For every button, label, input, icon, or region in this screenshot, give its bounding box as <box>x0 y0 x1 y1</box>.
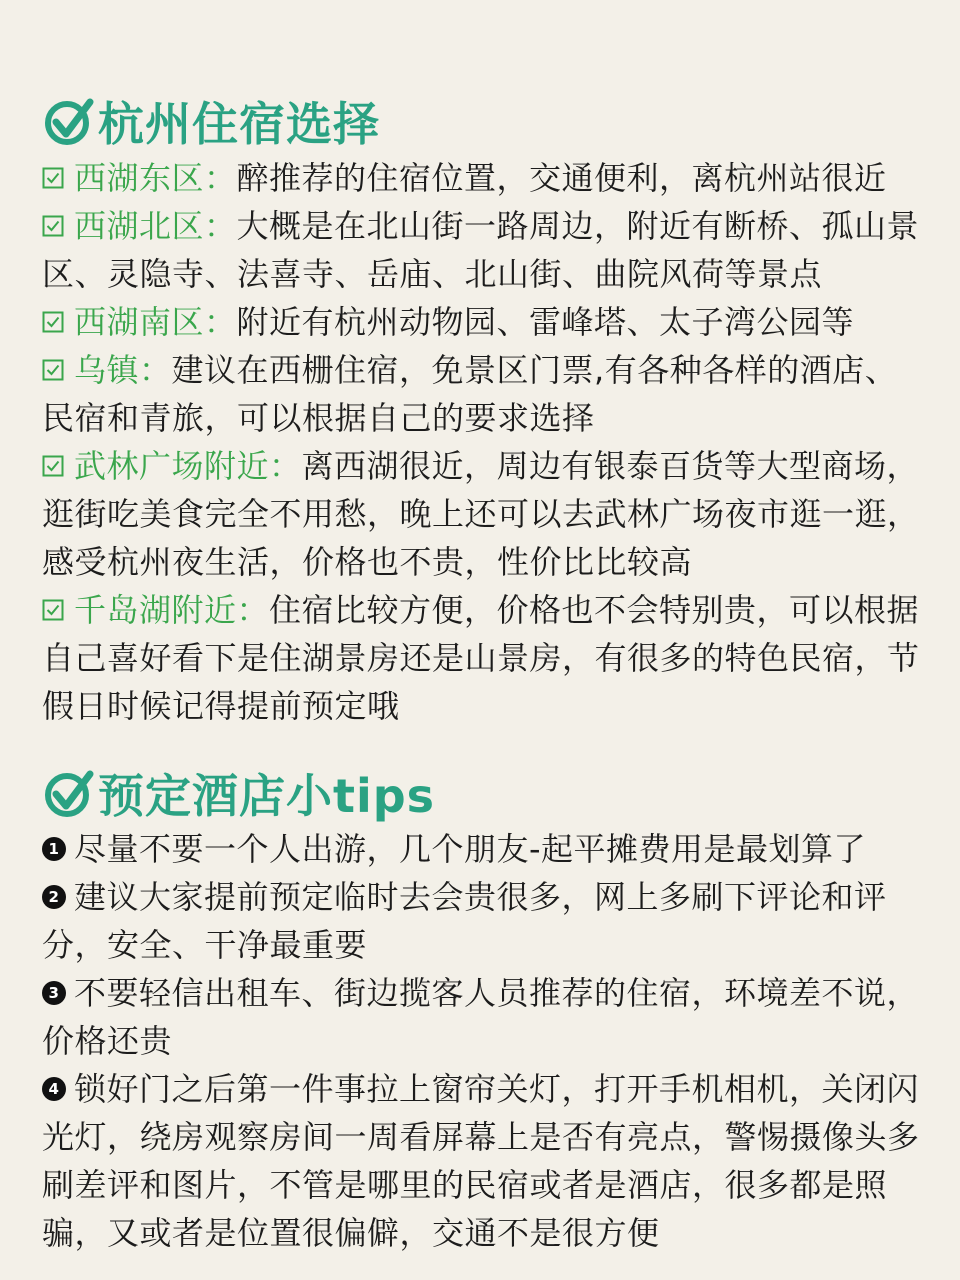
text-line <box>42 538 942 586</box>
item-label: 武林广场附近： <box>74 447 302 485</box>
item-text: 醉推荐的住宿位置，交通便利，离杭州站很近 <box>236 159 887 197</box>
item-text: 假日时候记得提前预定哦 <box>42 687 400 725</box>
text-line <box>42 586 942 634</box>
text-line <box>42 202 942 250</box>
checkbox-icon <box>42 359 64 381</box>
check-circle-icon <box>42 94 96 148</box>
item-label: 西湖南区： <box>74 303 237 341</box>
item-text: 民宿和青旅，可以根据自己的要求选择 <box>42 399 595 437</box>
check-circle-icon <box>42 766 96 820</box>
text-line <box>42 921 942 969</box>
text-line <box>42 1161 942 1209</box>
tip-text: 分，安全、干净最重要 <box>42 926 368 964</box>
text-line <box>42 873 942 921</box>
section-title-lodging <box>42 88 380 154</box>
text-line <box>42 969 942 1017</box>
item-text: 逛街吃美食完全不用愁，晚上还可以去武林广场夜市逛一逛， <box>42 495 920 533</box>
item-text: 感受杭州夜生活，价格也不贵，性价比比较高 <box>42 543 693 581</box>
checkbox-icon <box>42 215 64 237</box>
tip-text: 光灯，绕房观察房间一周看屏幕上是否有亮点，警惕摄像头多 <box>42 1118 920 1156</box>
item-label: 乌镇： <box>74 351 172 389</box>
text-line <box>42 154 942 202</box>
text-line <box>42 825 942 873</box>
text-line <box>42 442 942 490</box>
tips-list <box>42 825 942 1257</box>
number-circle-icon: 1 <box>42 837 66 861</box>
checkbox-icon <box>42 455 64 477</box>
tip-text: 建议大家提前预定临时去会贵很多，网上多刷下评论和评 <box>74 878 887 916</box>
section-title-text: 杭州住宿选择 <box>98 97 380 151</box>
item-text: 住宿比较方便，价格也不会特别贵，可以根据 <box>269 591 920 629</box>
section-title-tips <box>42 760 435 826</box>
text-line <box>42 682 942 730</box>
number-circle-icon: 2 <box>42 885 66 909</box>
text-line <box>42 490 942 538</box>
text-line <box>42 1065 942 1113</box>
text-line <box>42 1209 942 1257</box>
item-text: 自己喜好看下是住湖景房还是山景房，有很多的特色民宿，节 <box>42 639 920 677</box>
checkbox-icon <box>42 599 64 621</box>
checkbox-icon <box>42 167 64 189</box>
item-text: 离西湖很近，周边有银泰百货等大型商场， <box>301 447 920 485</box>
item-text: 附近有杭州动物园、雷峰塔、太子湾公园等 <box>236 303 855 341</box>
text-line <box>42 250 942 298</box>
item-text: 大概是在北山街一路周边，附近有断桥、孤山景 <box>236 207 920 245</box>
tip-text: 价格还贵 <box>42 1022 173 1060</box>
text-line <box>42 346 942 394</box>
tip-text: 骗，又或者是位置很偏僻，交通不是很方便 <box>42 1214 660 1252</box>
tip-text: 不要轻信出租车、街边揽客人员推荐的住宿，环境差不说， <box>74 974 920 1012</box>
text-line <box>42 394 942 442</box>
item-label: 西湖北区： <box>74 207 237 245</box>
item-label: 西湖东区： <box>74 159 237 197</box>
text-line <box>42 634 942 682</box>
tip-text: 刷差评和图片，不管是哪里的民宿或者是酒店，很多都是照 <box>42 1166 888 1204</box>
text-line <box>42 1113 942 1161</box>
lodging-list <box>42 154 942 730</box>
number-circle-icon: 4 <box>42 1077 66 1101</box>
item-text: 建议在西栅住宿，免景区门票,有各种各样的酒店、 <box>171 351 898 389</box>
tip-text: 尽量不要一个人出游，几个朋友-起平摊费用是最划算了 <box>74 830 867 868</box>
text-line <box>42 1017 942 1065</box>
checkbox-icon <box>42 311 64 333</box>
number-circle-icon: 3 <box>42 981 66 1005</box>
text-line <box>42 298 942 346</box>
item-label: 千岛湖附近： <box>74 591 270 629</box>
section-title-text: 预定酒店小tips <box>98 769 436 823</box>
item-text: 区、灵隐寺、法喜寺、岳庙、北山街、曲院风荷等景点 <box>42 255 823 293</box>
tip-text: 锁好门之后第一件事拉上窗帘关灯，打开手机相机，关闭闪 <box>74 1070 920 1108</box>
